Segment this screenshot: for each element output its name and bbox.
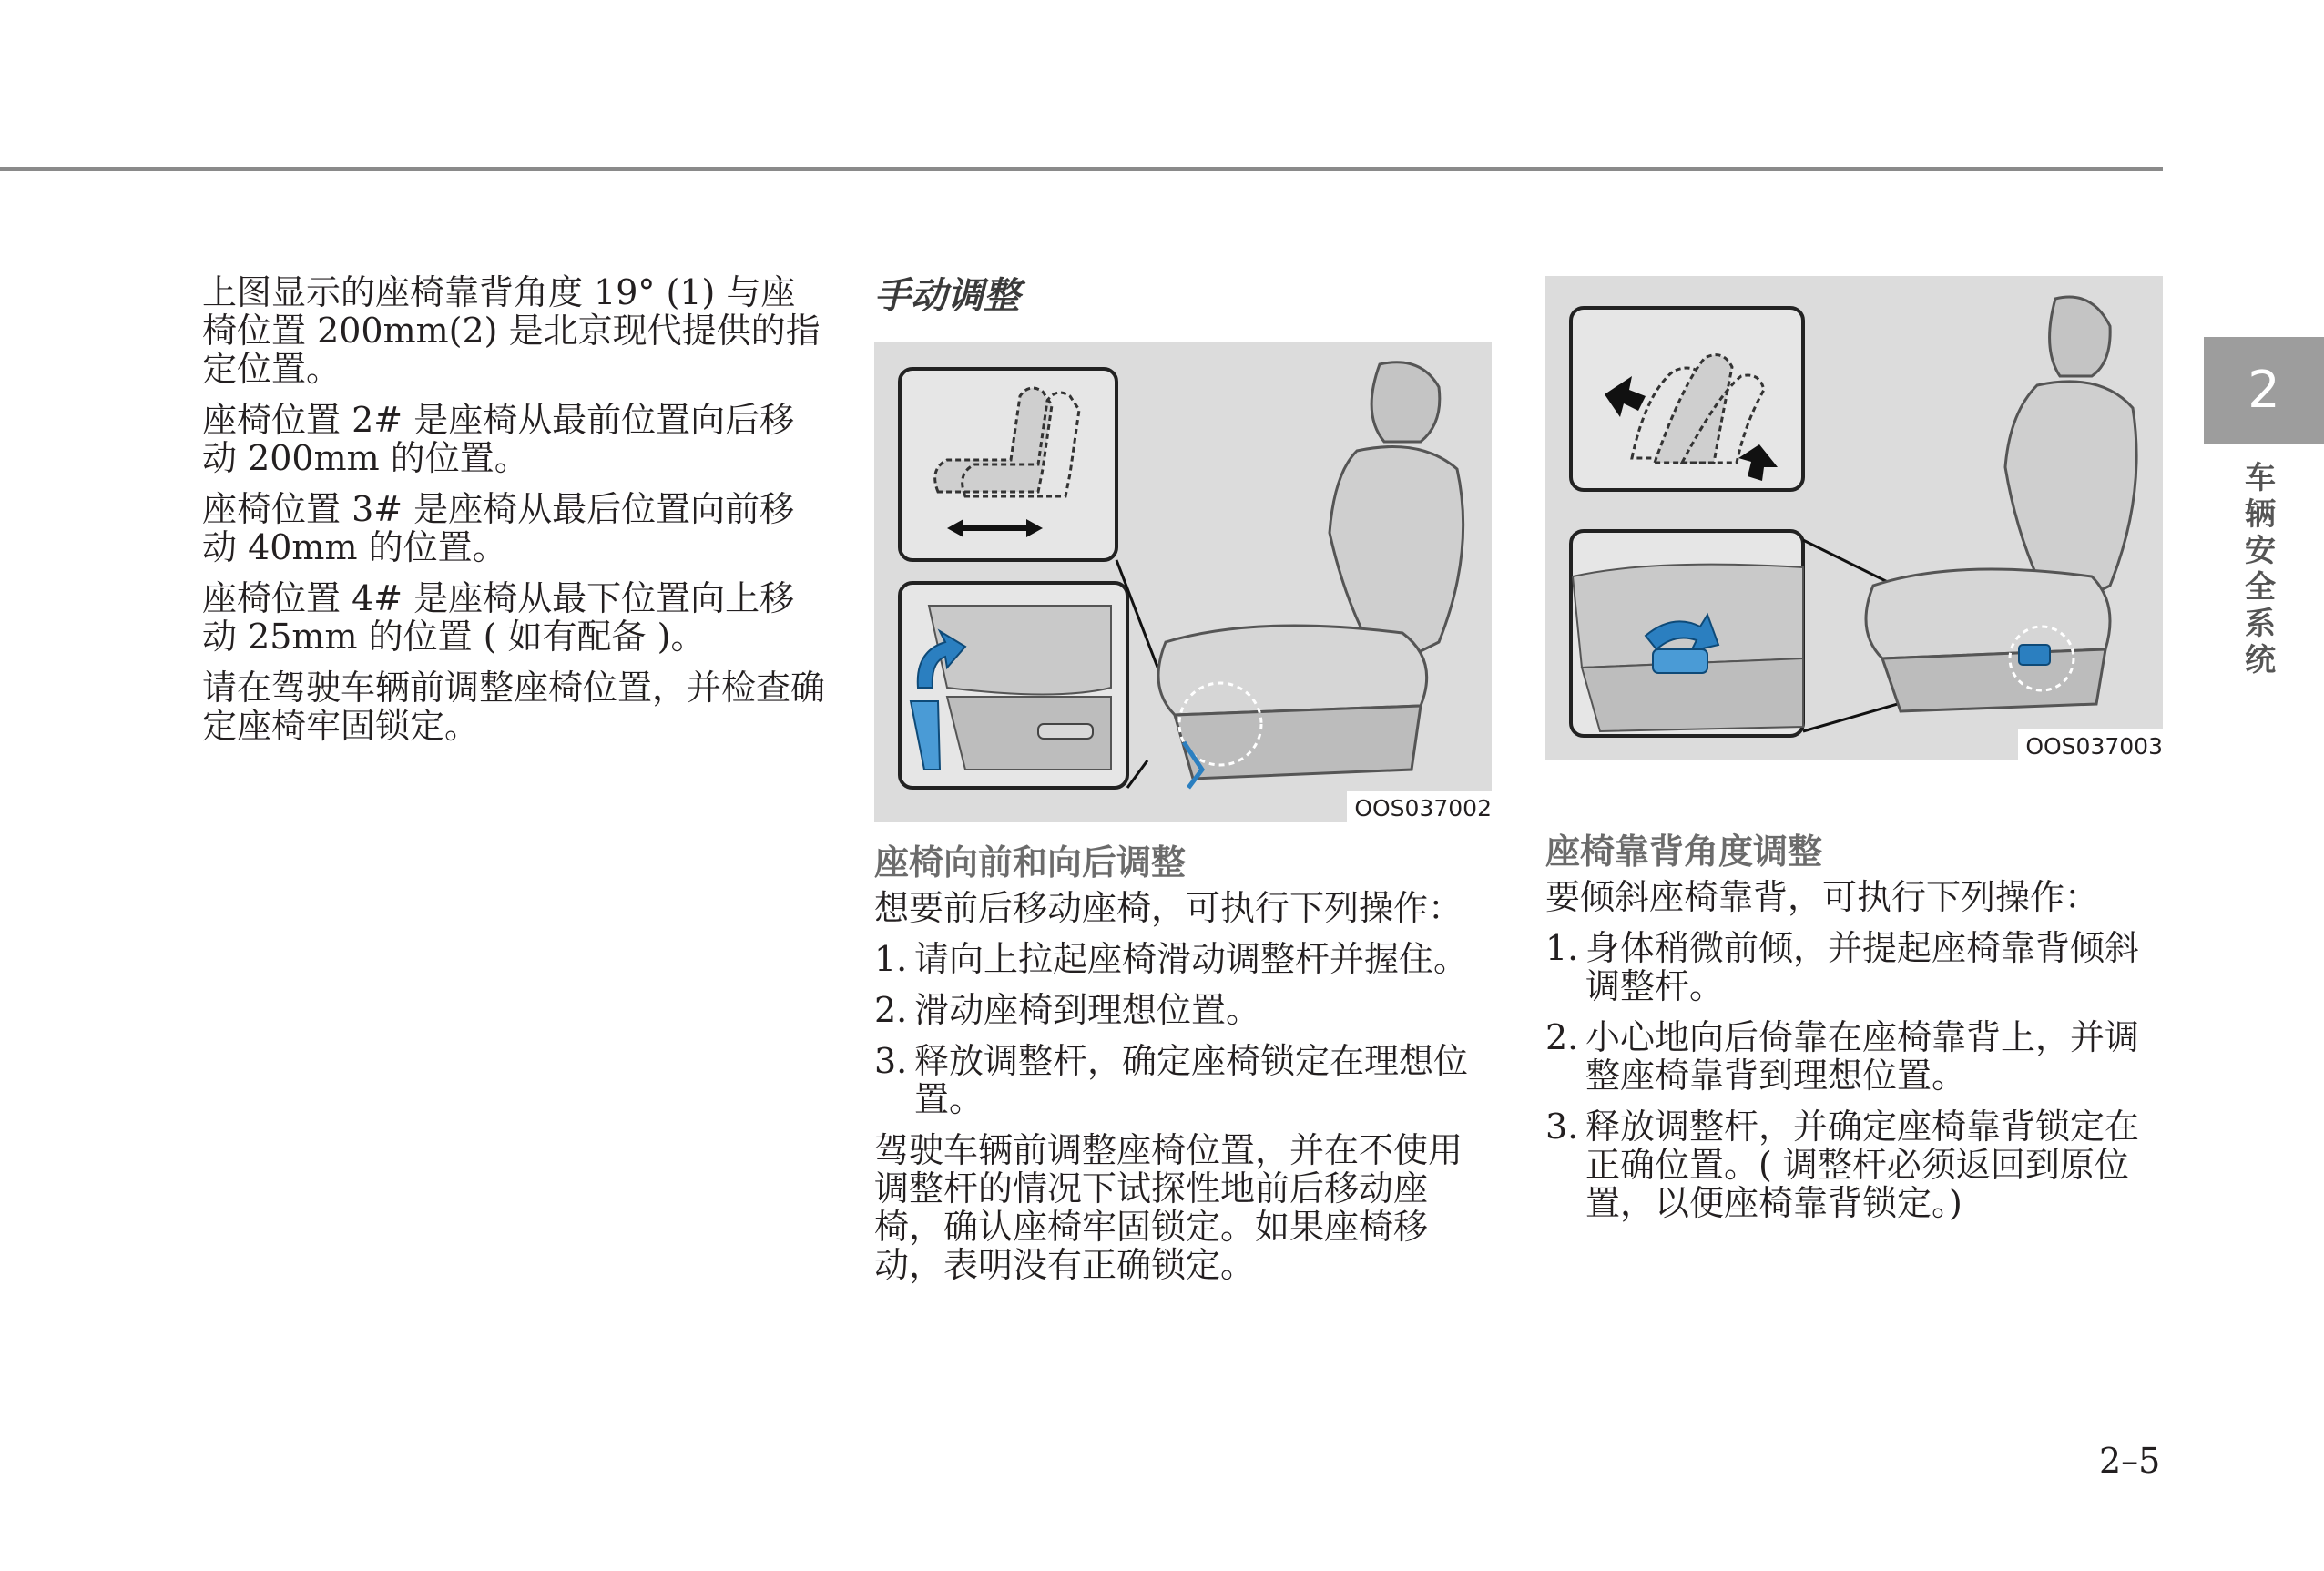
intro-text: 想要前后移动座椅，可执行下列操作： (874, 888, 1463, 928)
figure-seat-recline (1545, 276, 2163, 760)
column-fore-aft-text (874, 840, 1493, 1297)
intro-text: 要倾斜座椅靠背，可执行下列操作： (1545, 877, 2100, 917)
seat-illustration (874, 342, 1492, 822)
paragraph: 座椅位置 4# 是座椅从最下位置向上移动 25mm 的位置 ( 如有配备 )。 (202, 578, 795, 657)
step-text: 小心地向后倚靠在座椅靠背上，并调整座椅靠背到理想位置。 (1585, 1017, 2140, 1096)
seat-illustration (1545, 276, 2163, 760)
paragraph: 座椅位置 2# 是座椅从最前位置向后移动 200mm 的位置。 (202, 400, 795, 478)
page-number: 2–5 (2099, 1441, 2161, 1481)
paragraph: 上图显示的座椅靠背角度 19° (1) 与座椅位置 200mm(2) 是北京现代提供的指定位置。 (202, 272, 821, 389)
steps-list (1545, 929, 2165, 1222)
subheading: 座椅向前和向后调整 (874, 842, 1187, 882)
header-rule (0, 167, 2163, 171)
step-number: 3. (874, 1041, 908, 1081)
closing-text: 驾驶车辆前调整座椅位置，并在不使用调整杆的情况下试探性地前后移动座椅，确认座椅牢固锁定。如果座椅移动，表明没有正确锁定。 (874, 1130, 1463, 1285)
figure-code: OOS037002 (1347, 791, 1492, 822)
section-title: 手动调整 (874, 275, 1020, 317)
step-number: 1. (1545, 928, 1579, 968)
list-item (1545, 1018, 2165, 1095)
chapter-title: 车辆安全系统 (2245, 460, 2276, 678)
step-text: 释放调整杆，并确定座椅靠背锁定在正确位置。( 调整杆必须返回到原位置，以便座椅靠背锁定。) (1585, 1107, 2140, 1223)
paragraph: 请在驾驶车辆前调整座椅位置，并检查确定座椅牢固锁定。 (202, 668, 826, 746)
step-text: 请向上拉起座椅滑动调整杆并握住。 (914, 939, 1469, 979)
figure-seat-slide (874, 342, 1492, 822)
step-number: 2. (874, 990, 908, 1030)
list-item (1545, 929, 2165, 1005)
list-item (874, 940, 1493, 978)
step-number: 2. (1545, 1017, 1579, 1057)
step-text: 身体稍微前倾，并提起座椅靠背倾斜调整杆。 (1585, 928, 2140, 1006)
step-text: 释放调整杆，确定座椅锁定在理想位置。 (914, 1041, 1469, 1119)
subheading: 座椅靠背角度调整 (1545, 831, 1823, 872)
column-intro (202, 273, 826, 758)
column-recline-text (1545, 829, 2165, 1235)
step-number: 3. (1545, 1107, 1579, 1147)
chapter-tab: 2 (2204, 337, 2324, 444)
step-number: 1. (874, 939, 908, 979)
list-item (1545, 1107, 2165, 1222)
column-fore-aft (874, 273, 1493, 319)
step-text: 滑动座椅到理想位置。 (914, 990, 1261, 1030)
list-item (874, 1042, 1493, 1118)
steps-list (874, 940, 1493, 1118)
paragraph: 座椅位置 3# 是座椅从最后位置向前移动 40mm 的位置。 (202, 489, 795, 567)
figure-code: OOS037003 (2018, 729, 2163, 760)
list-item (874, 991, 1493, 1029)
